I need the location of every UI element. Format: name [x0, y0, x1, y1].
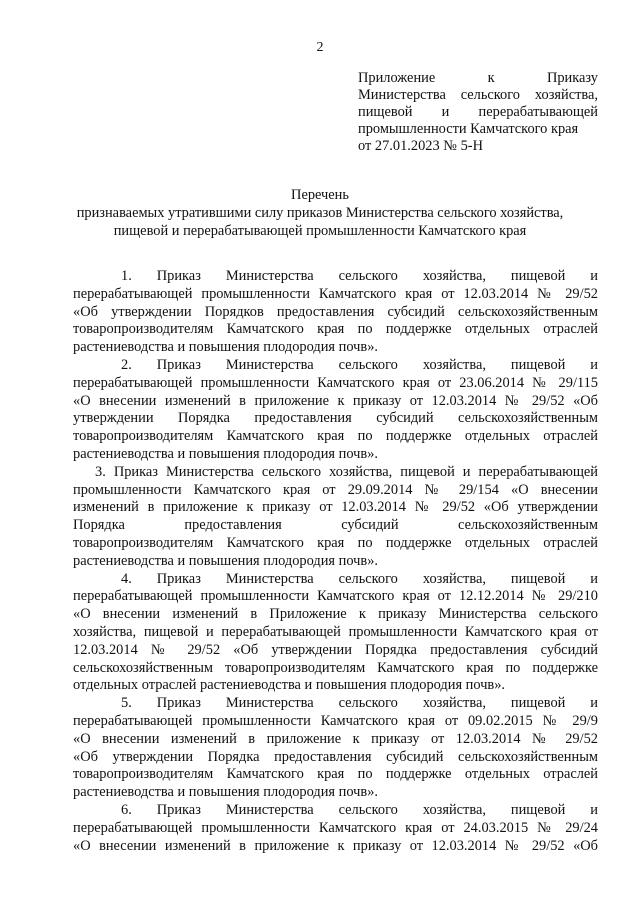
title-line: признаваемых утратившими силу приказов Министерства сельского хозяйства,	[76, 205, 564, 221]
item-line: «О внесении изменений в приложение к приказу от 12.03.2014 № 29/52 «Об	[73, 392, 598, 409]
appendix-line: промышленности Камчатского края	[358, 121, 579, 137]
list-item	[73, 357, 598, 464]
appendix-header	[358, 70, 598, 155]
item-line: товаропроизводителям Камчатского края по поддержке отдельных отраслей	[73, 428, 598, 445]
item-line: товаропроизводителям Камчатского края по поддержке отдельных отраслей	[73, 321, 598, 338]
item-line: перерабатывающей промышленности Камчатского края от 09.02.2015 № 29/9	[73, 712, 598, 729]
item-line: товаропроизводителям Камчатского края по поддержке отдельных отраслей	[73, 766, 598, 783]
list-item	[73, 268, 598, 357]
appendix-line: Министерства сельского хозяйства,	[358, 87, 598, 103]
item-line: хозяйства, пищевой и перерабатывающей промышленности Камчатского края от	[73, 623, 598, 640]
item-line: растениеводства и повышения плодородия почв».	[73, 552, 378, 569]
item-line: перерабатывающей промышленности Камчатского края от 12.03.2014 № 29/52	[73, 285, 598, 302]
page-number: 2	[316, 40, 324, 55]
item-line: изменений в приложение к приказу от 12.03.2014 № 29/52 «Об утверждении	[73, 499, 598, 516]
item-line: 4. Приказ Министерства сельского хозяйства, пищевой и	[121, 570, 598, 587]
item-line: 1. Приказ Министерства сельского хозяйства, пищевой и	[121, 268, 598, 284]
item-line: растениеводства и повышения плодородия почв».	[73, 784, 378, 801]
appendix-line: пищевой и перерабатывающей	[358, 104, 598, 120]
item-line: 3. Приказ Министерства сельского хозяйства, пищевой и перерабатывающей	[95, 463, 598, 480]
title-line: пищевой и перерабатывающей промышленности Камчатского края	[113, 223, 527, 239]
list-item	[73, 571, 598, 696]
item-line: перерабатывающей промышленности Камчатского края от 12.12.2014 № 29/210	[73, 588, 598, 605]
item-line: отдельных отраслей растениеводства и повышения плодородия почв».	[73, 677, 506, 694]
list-item	[73, 695, 598, 802]
item-line: растениеводства и повышения плодородия почв».	[73, 445, 378, 462]
item-line: 12.03.2014 № 29/52 «Об утверждении Порядка предоставления субсидий	[73, 641, 598, 658]
item-line: Порядка предоставления субсидий сельскохозяйственным	[73, 517, 598, 534]
item-line: перерабатывающей промышленности Камчатского края от 24.03.2015 № 29/24	[73, 819, 598, 836]
item-line: 6. Приказ Министерства сельского хозяйства, пищевой и	[121, 801, 598, 818]
title-heading: Перечень	[291, 187, 349, 203]
item-line: «Об утверждении Порядка предоставления субсидий сельскохозяйственным	[73, 748, 598, 765]
list-item	[73, 802, 598, 855]
item-line: 5. Приказ Министерства сельского хозяйства, пищевой и	[121, 695, 598, 712]
item-line: промышленности Камчатского края от 29.09.2014 № 29/154 «О внесении	[73, 481, 598, 498]
item-line: «О внесении изменений в приложение к приказу от 12.03.2014 № 29/52	[73, 730, 598, 747]
item-line: «Об утверждении Порядков предоставления субсидий сельскохозяйственным	[73, 303, 598, 320]
document-title	[40, 186, 600, 240]
item-line: растениеводства и повышения плодородия почв».	[73, 339, 378, 356]
item-line: 2. Приказ Министерства сельского хозяйства, пищевой и	[121, 356, 598, 373]
document-body	[73, 268, 598, 855]
item-line: товаропроизводителям Камчатского края по поддержке отдельных отраслей	[73, 534, 598, 551]
list-item	[73, 464, 598, 571]
appendix-line: Приложение к Приказу	[358, 70, 598, 86]
item-line: перерабатывающей промышленности Камчатского края от 23.06.2014 № 29/115	[73, 374, 598, 391]
item-line: сельскохозяйственным товаропроизводителям Камчатского края по поддержке	[73, 659, 598, 676]
item-line: утверждении Порядка предоставления субсидий сельскохозяйственным	[73, 410, 598, 427]
appendix-line: от 27.01.2023 № 5-Н	[358, 138, 483, 154]
item-line: «О внесении изменений в приложение к приказу от 12.03.2014 № 29/52 «Об	[73, 837, 598, 854]
item-line: «О внесении изменений в Приложение к приказу Министерства сельского	[73, 606, 598, 623]
